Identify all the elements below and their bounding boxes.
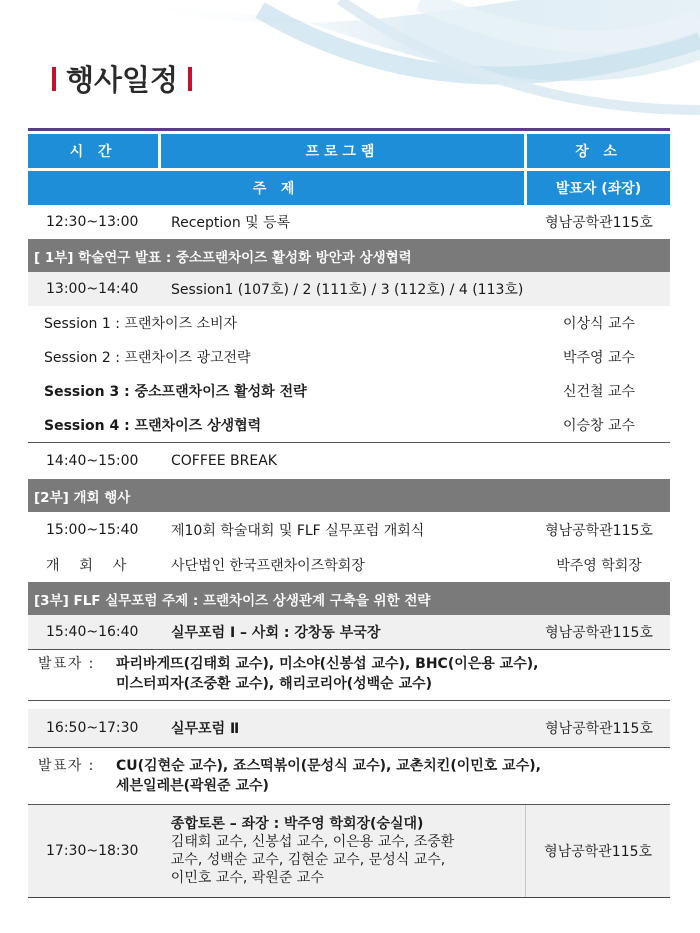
presenter-line: 미스터피자(조중환 교수), 해리코리아(성백순 교수) (116, 676, 433, 692)
venue-cell: 형남공학관115호 (545, 625, 653, 641)
venue-cell: 형남공학관115호 (545, 523, 653, 539)
time-cell: 14:40~15:00 (46, 453, 139, 469)
row-session (28, 408, 670, 443)
forum1-presenters (28, 649, 670, 701)
discussion-line: 김태회 교수, 신봉섭 교수, 이은용 교수, 조중환 (170, 834, 455, 850)
presenter-line: CU(김현순 교수), 죠스떡볶이(문성식 교수), 교촌치킨(이민호 교수), (116, 758, 541, 774)
row-opening-speech (28, 548, 670, 582)
row-sessions-overview (28, 272, 670, 306)
session-title: Session 1 : 프랜차이즈 소비자 (44, 316, 238, 332)
page-title (52, 58, 192, 99)
program-cell: Session1 (107호) / 2 (111호) / 3 (112호) / 4 (113호) (171, 282, 524, 298)
section-header-text: [ 1부] 학술연구 발표 : 중소프랜차이즈 활성화 방안과 상생협력 (34, 249, 412, 266)
forum2-presenters (28, 747, 670, 804)
venue-cell: 형남공학관115호 (545, 215, 653, 231)
section-header-part1 (28, 239, 670, 272)
discussion-line: 교수, 성백순 교수, 김현순 교수, 문성식 교수, (170, 852, 446, 868)
header-presenter: 발표자 (좌장) (527, 171, 670, 205)
section-header-part3 (28, 582, 670, 615)
venue-cell: 형남공학관115호 (525, 805, 670, 897)
row-session (28, 340, 670, 374)
discussion-line: 이민호 교수, 곽원준 교수 (170, 870, 324, 886)
header-venue: 장 소 (527, 134, 670, 168)
header-time: 시 간 (28, 134, 158, 168)
header-row-1 (28, 134, 670, 168)
table-top-line (28, 128, 670, 131)
header-topic: 주 제 (28, 171, 524, 205)
title-bar-left (52, 67, 56, 91)
time-cell: 15:40~16:40 (46, 624, 139, 640)
program-cell: Reception 및 등록 (171, 215, 291, 231)
time-cell: 15:00~15:40 (46, 522, 139, 538)
time-cell: 13:00~14:40 (46, 281, 139, 297)
time-cell: 12:30~13:00 (46, 214, 139, 230)
session-title: Session 4 : 프랜차이즈 상생협력 (44, 418, 262, 434)
row-coffee-break (28, 443, 670, 479)
session-title: Session 2 : 프랜차이즈 광고전략 (44, 350, 251, 366)
session-presenter: 박주영 교수 (562, 350, 636, 366)
row-opening (28, 512, 670, 548)
row-forum1 (28, 615, 670, 649)
discussion-line: 종합토론 – 좌장 : 박주영 학회장(숭실대) (170, 816, 424, 832)
section-header-part2 (28, 479, 670, 512)
row-forum2 (28, 709, 670, 747)
presenter-label: 발표자 : (38, 656, 95, 672)
header-row-2 (28, 171, 670, 205)
program-cell: 실무포럼 Ⅰ – 사회 : 강창동 부국장 (171, 625, 381, 641)
speech-label: 개 회 사 (46, 558, 134, 574)
row-session (28, 306, 670, 340)
time-cell: 17:30~18:30 (46, 843, 139, 859)
session-title: Session 3 : 중소프랜차이즈 활성화 전략 (44, 384, 307, 400)
row-session (28, 374, 670, 408)
presenter-line: 파리바게뜨(김태회 교수), 미소야(신봉섭 교수), BHC(이은용 교수), (116, 656, 539, 672)
program-cell: 제10회 학술대회 및 FLF 실무포럼 개회식 (171, 523, 425, 539)
venue-cell: 형남공학관115호 (545, 721, 653, 737)
section-header-text: [2부] 개회 행사 (34, 489, 131, 506)
program-cell: 사단법인 한국프랜차이즈학회장 (171, 558, 365, 574)
presenter-label: 발표자 : (38, 758, 95, 774)
page-title-text: 행사일정 (66, 63, 179, 97)
time-cell: 16:50~17:30 (46, 720, 139, 736)
presenter-line: 세븐일레븐(곽원준 교수) (116, 778, 269, 794)
title-bar-right (188, 67, 192, 91)
program-cell: 실무포럼 Ⅱ (171, 721, 240, 737)
row-discussion (28, 804, 670, 898)
row-registration (28, 205, 670, 239)
program-cell: COFFEE BREAK (171, 453, 277, 469)
session-presenter: 이상식 교수 (562, 316, 636, 332)
speech-presenter: 박주영 학회장 (556, 558, 642, 574)
session-presenter: 이승창 교수 (562, 418, 636, 434)
session-presenter: 신건철 교수 (562, 384, 636, 400)
section-header-text: [3부] FLF 실무포럼 주제 : 프랜차이즈 상생관계 구축을 위한 전략 (34, 592, 431, 609)
discussion-program (171, 805, 525, 897)
header-program: 프로그램 (161, 134, 524, 168)
schedule-table (28, 128, 670, 898)
